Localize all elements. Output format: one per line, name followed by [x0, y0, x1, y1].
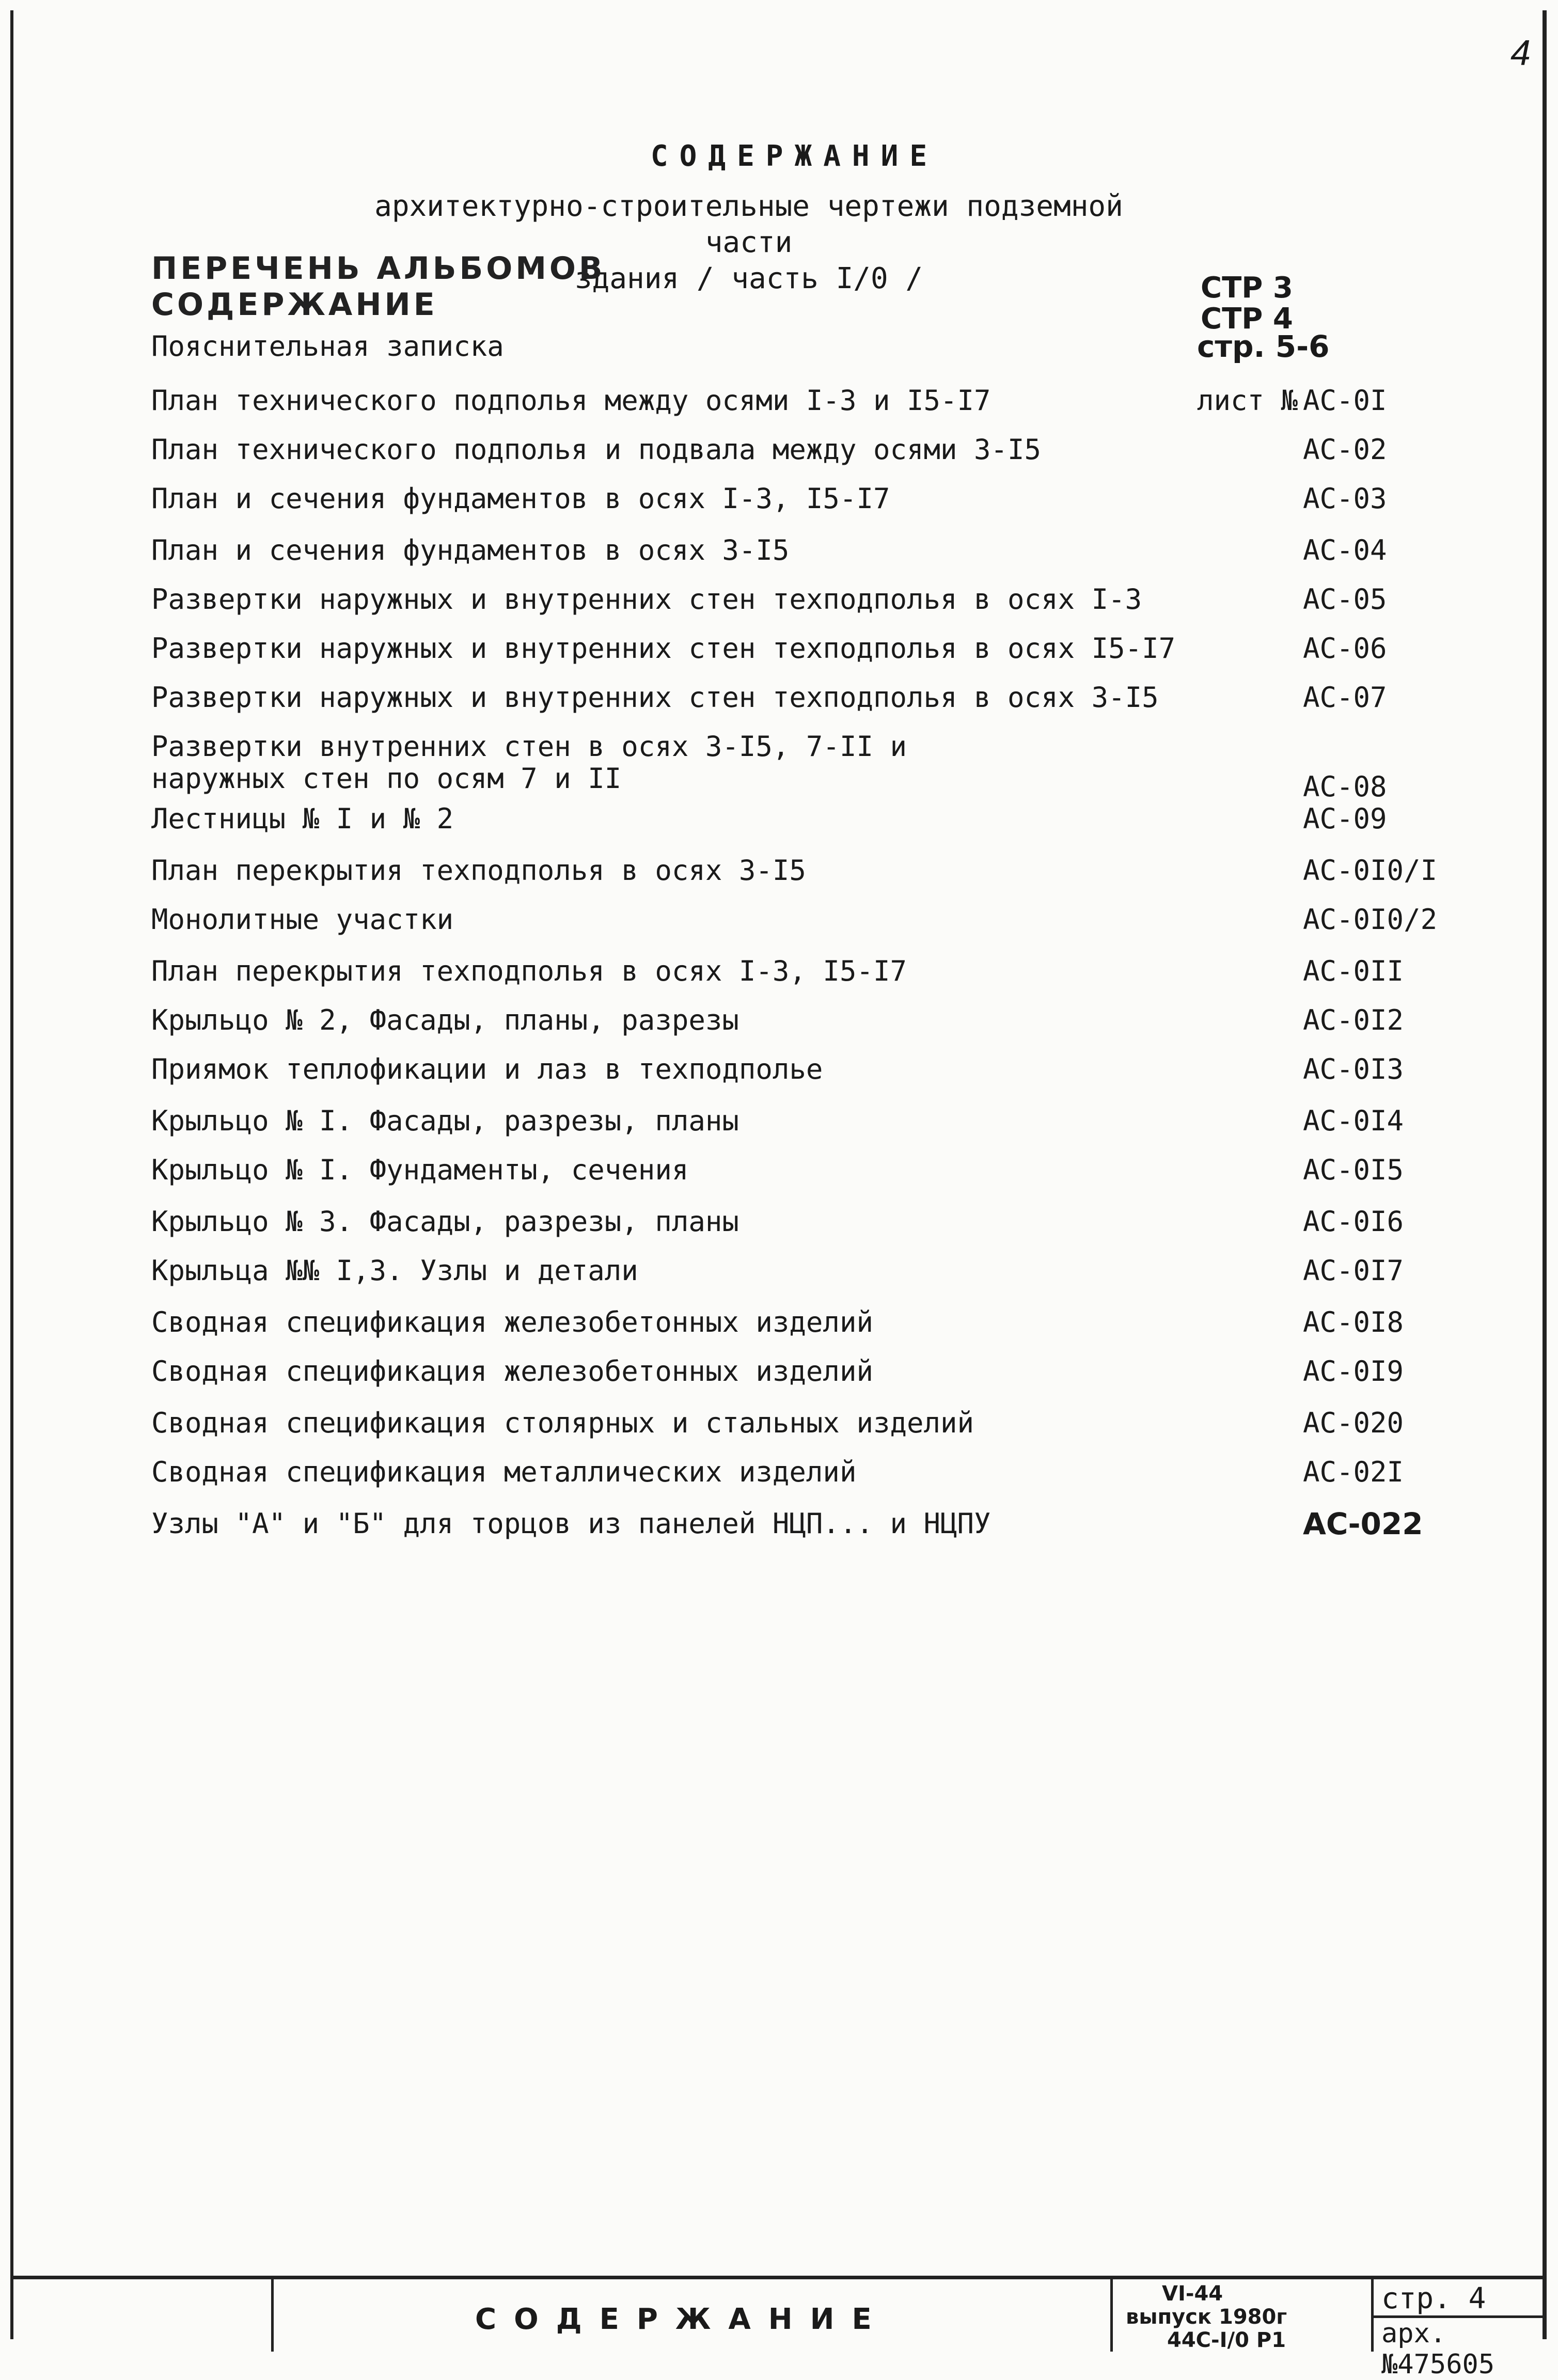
contents-row	[151, 1255, 1442, 1301]
title-block-album: 44С-I/0 Р1	[1167, 2328, 1286, 2352]
sheet-prefix: лист №	[1197, 384, 1298, 417]
sheet-code: АС-09	[1303, 802, 1387, 835]
sheet-code: АС-0I6	[1303, 1205, 1404, 1238]
contents-row-title: Приямок теплофикации и лаз в техподполье	[151, 1053, 823, 1085]
contents-row	[151, 1456, 1442, 1503]
title-block-issue: выпуск 1980г	[1126, 2305, 1287, 2329]
sheet-code: АС-03	[1303, 482, 1387, 515]
sheet-code: АС-0I4	[1303, 1105, 1404, 1137]
contents-row	[151, 483, 1442, 529]
page-number: 4	[1510, 33, 1531, 73]
sheet-code: АС-020	[1303, 1407, 1404, 1439]
title-block-page: стр. 4	[1381, 2282, 1486, 2315]
sheet-code: АС-02I	[1303, 1456, 1404, 1488]
contents-row-title: Сводная спецификация столярных и стальных изделий	[151, 1407, 974, 1439]
contents-row-title: План перекрытия техподполья в осях 3-I5	[151, 854, 806, 887]
sheet-code: АС-05	[1303, 583, 1387, 616]
contents-row-title: Крыльцо № 2, Фасады, планы, разрезы	[151, 1004, 739, 1036]
contents-row	[151, 1206, 1442, 1252]
sheet-code: АС-0I0/I	[1303, 854, 1438, 887]
contents-row	[151, 584, 1442, 630]
contents-row	[151, 904, 1442, 950]
contents-row-title: Крыльцо № I. Фасады, разрезы, планы	[151, 1105, 739, 1137]
contents-row	[151, 803, 1442, 849]
sheet-code: АС-0I2	[1303, 1004, 1404, 1036]
sheet-code: АС-022	[1303, 1506, 1423, 1541]
contents-row-title: Монолитные участки	[151, 903, 454, 936]
handwritten-contents: СОДЕРЖАНИЕ	[151, 287, 438, 323]
contents-row-title: План технического подполья и подвала между осями 3-I5	[151, 433, 1042, 466]
contents-row	[151, 855, 1442, 901]
contents-row-title: План и сечения фундаментов в осях I-3, I5-I7	[151, 482, 890, 515]
contents-row	[151, 1508, 1442, 1554]
title-block-divider	[1110, 2279, 1113, 2352]
contents-row	[151, 1105, 1442, 1152]
title-block	[10, 2276, 1547, 2380]
contents-row	[151, 1154, 1442, 1201]
contents-row	[151, 330, 1442, 377]
contents-row	[151, 1356, 1442, 1402]
subtitle-line-2: здания / часть I/0 /	[574, 262, 923, 295]
contents-row	[151, 682, 1442, 728]
sheet-code: АС-0I8	[1303, 1306, 1404, 1338]
sheet-code: АС-02	[1303, 433, 1387, 466]
contents-row	[151, 1004, 1442, 1051]
sheet-code: стр. 5-6	[1197, 329, 1330, 364]
contents-row-title: Развертки внутренних стен в осях 3-I5, 7-II и наружных стен по осям 7 и II	[151, 730, 907, 795]
contents-row	[151, 633, 1442, 679]
sheet-code: АС-0I3	[1303, 1053, 1404, 1085]
contents-row	[151, 1407, 1442, 1454]
sheet-code: АС-04	[1303, 534, 1387, 566]
contents-row	[151, 534, 1442, 581]
title-block-series: VI-44	[1162, 2282, 1223, 2306]
contents-row-title: Развертки наружных и внутренних стен техподполья в осях 3-I5	[151, 681, 1159, 714]
sheet-code: АС-0I7	[1303, 1254, 1404, 1287]
sheet-code: АС-07	[1303, 681, 1387, 714]
contents-row-title: План технического подполья между осями I-3 и I5-I7	[151, 384, 991, 417]
contents-row-title: Крыльца №№ I,3. Узлы и детали	[151, 1254, 638, 1287]
title-block-divider	[271, 2279, 274, 2352]
contents-row-title: Сводная спецификация железобетонных изделий	[151, 1306, 873, 1338]
handwritten-albums: ПЕРЕЧЕНЬ АЛЬБОМОВ	[151, 250, 606, 287]
sheet-code: АС-0II	[1303, 955, 1404, 987]
contents-page-ref: СТР 4	[1201, 302, 1293, 336]
contents-row-title: Сводная спецификация металлических изделий	[151, 1456, 857, 1488]
contents-row	[151, 385, 1442, 431]
contents-row-title: Узлы "А" и "Б" для торцов из панелей НЦП... и НЦПУ	[151, 1507, 991, 1540]
contents-row	[151, 1306, 1442, 1353]
contents-row	[151, 1053, 1442, 1100]
contents-row-title: Крыльцо № 3. Фасады, разрезы, планы	[151, 1205, 739, 1238]
contents-row-title: Сводная спецификация железобетонных изделий	[151, 1355, 873, 1388]
sheet-code: АС-08	[1303, 770, 1387, 803]
sheet-code: АС-06	[1303, 632, 1387, 665]
contents-row-title: План перекрытия техподполья в осях I-3, I5-I7	[151, 955, 907, 987]
sheet-code: АС-0I5	[1303, 1154, 1404, 1186]
contents-row-title: План и сечения фундаментов в осях 3-I5	[151, 534, 790, 566]
title-block-archive: арх.№475605	[1381, 2318, 1495, 2380]
contents-row-title: Развертки наружных и внутренних стен техподполья в осях I5-I7	[151, 632, 1176, 665]
contents-row-title: Развертки наружных и внутренних стен техподполья в осях I-3	[151, 583, 1142, 616]
title-block-name: СОДЕРЖАНИЕ	[475, 2303, 889, 2336]
subtitle-line-1: архитектурно-строительные чертежи подземной части	[374, 190, 1123, 259]
contents-row	[151, 731, 1442, 808]
albums-page-ref: СТР 3	[1201, 271, 1293, 305]
sheet-code: АС-0I9	[1303, 1355, 1404, 1388]
contents-row	[151, 434, 1442, 480]
sheet-code: АС-0I	[1303, 384, 1387, 417]
sheet-code: АС-0I0/2	[1303, 903, 1438, 936]
contents-row-title: Крыльцо № I. Фундаменты, сечения	[151, 1154, 689, 1186]
page-title: СОДЕРЖАНИЕ	[650, 139, 939, 173]
contents-row-title: Пояснительная записка	[151, 330, 504, 362]
contents-row	[151, 955, 1442, 1002]
contents-row-title: Лестницы № I и № 2	[151, 802, 454, 835]
